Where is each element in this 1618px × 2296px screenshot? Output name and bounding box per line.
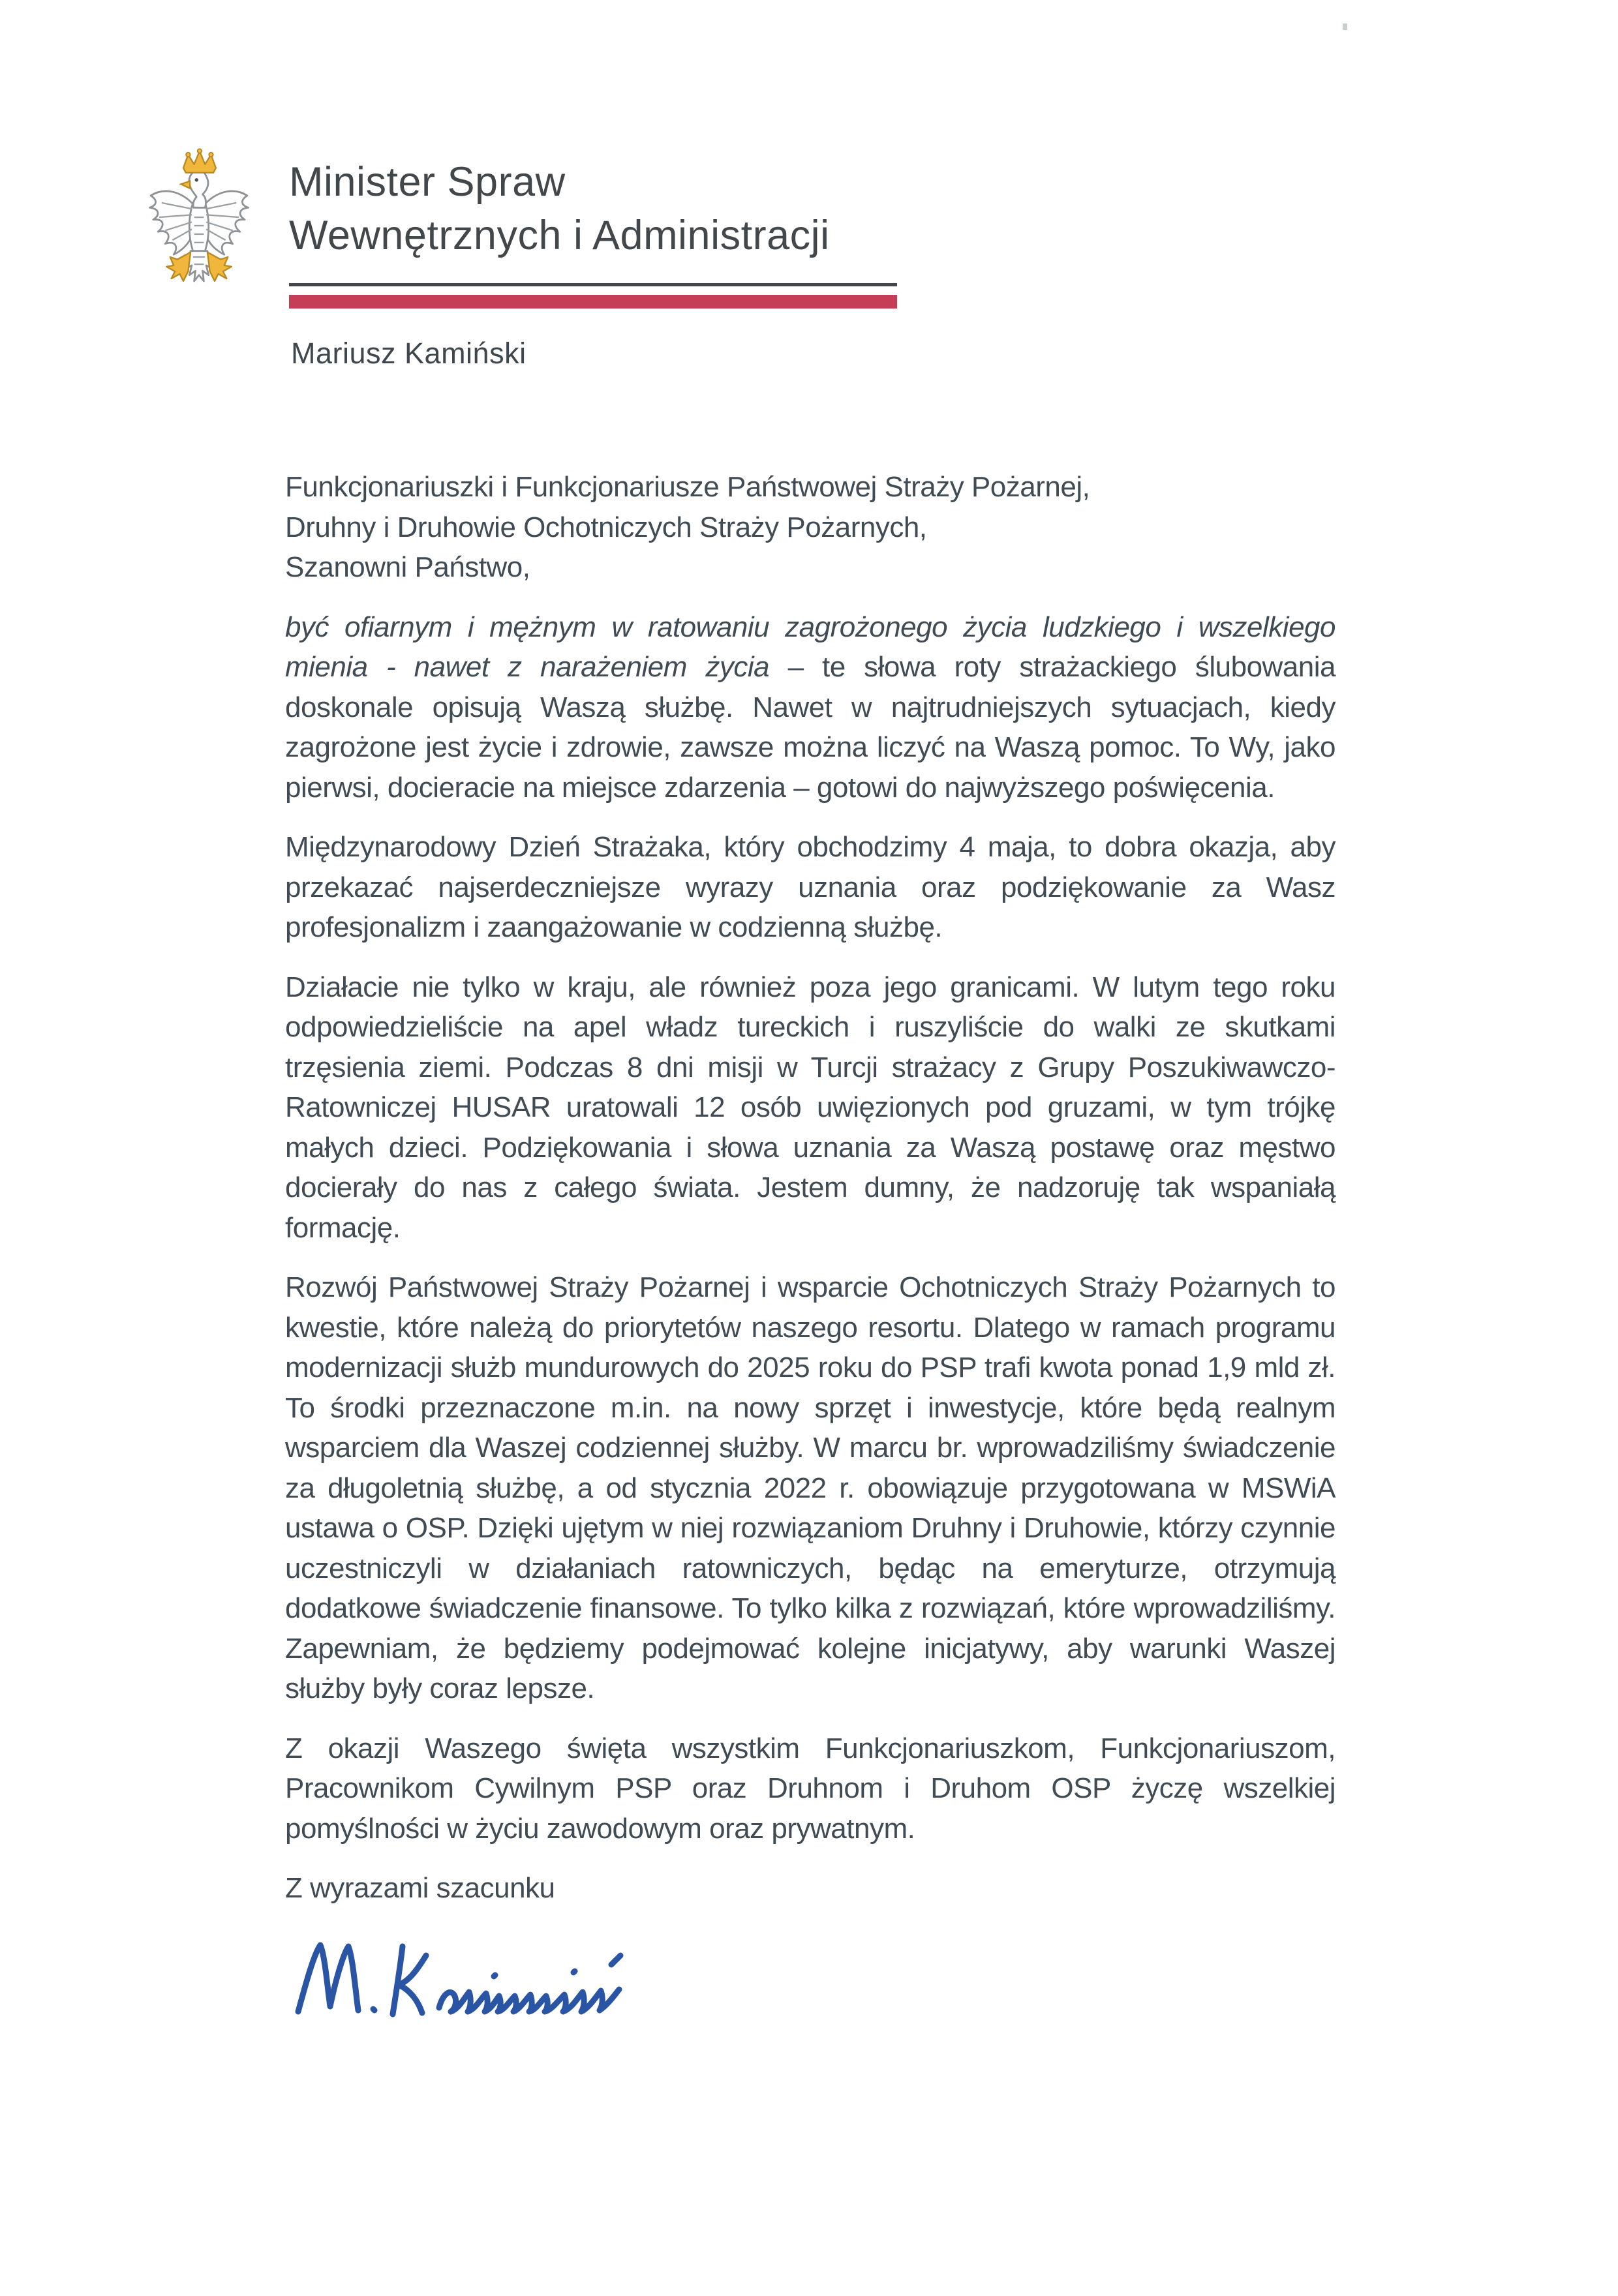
letter-body (285, 467, 1336, 2043)
ministry-title-line2: Wewnętrznych i Administracji (289, 213, 830, 258)
salutation (285, 467, 1336, 588)
paragraph-wishes: Z okazji Waszego święta wszystkim Funkcjonariuszkom, Funkcjonariuszom, Pracownikom Cywilnym PSP oraz Druhnom i Druhom OSP życzę wszelkiej pomyślności w życiu zawodowym oraz prywatnym. (285, 1732, 1336, 1845)
paragraph-oath (285, 607, 1336, 808)
paragraph-modernization: Rozwój Państwowej Straży Pożarnej i wsparcie Ochotniczych Straży Pożarnych to kwestie, które należą do priorytetów naszego resortu. Dlatego w ramach programu modernizacji służb mundurowych do 2025 roku do PSP trafi kwota ponad 1,9 mld zł. To środki przeznaczone m.in. na nowy sprzęt i inwestycje, które będą realnym wsparciem dla Waszej codziennej służby. W marcu br. wprowadziliśmy świadczenie za długoletnią służbę, a od stycznia 2022 r. obowiązuje przygotowana w MSWiA ustawa o OSP. Dzięki ujętym w niej rozwiązaniom Druhny i Druhowie, którzy czynnie uczestniczyli w działaniach ratowniczych, będąc na emeryturze, otrzymują dodatkowe świadczenie finansowe. To tylko kilka z rozwiązań, które wprowadziliśmy. Zapewniam, że będziemy podejmować kolejne inicjatywy, aby warunki Waszej służby były coraz lepsze. (285, 1271, 1336, 1704)
minister-name: Mariusz Kamiński (291, 337, 527, 370)
ministry-title (289, 155, 830, 262)
handwritten-signature (288, 1928, 666, 2032)
separator-dark-line (289, 283, 897, 286)
paragraph-firefighters-day: Międzynarodowy Dzień Strażaka, który obchodzimy 4 maja, to dobra okazja, aby przekazać najserdeczniejsze wyrazy uznania oraz podziękowanie za Wasz profesjonalizm i zaangażowanie w codzienną służbę. (285, 831, 1336, 943)
separator-red-bar (289, 295, 897, 309)
eagle-icon (134, 147, 264, 304)
salutation-line: Druhny i Druhowie Ochotniczych Straży Pożarnych, (285, 511, 927, 543)
salutation-line: Szanowni Państwo, (285, 551, 530, 583)
signature-block (288, 1928, 1336, 2044)
paragraph-turkey-mission: Działacie nie tylko w kraju, ale również poza jego granicami. W lutym tego roku odpowiedzieliście na apel władz tureckich i ruszyliście do walki ze skutkami trzęsienia ziemi. Podczas 8 dni misji w Turcji strażacy z Grupy Poszukiwawczo-Ratowniczej HUSAR uratowali 12 osób uwięzionych pod gruzami, w tym trójkę małych dzieci. Podziękowania i słowa uznania za Waszą postawę oraz męstwo docierały do nas z całego świata. Jestem dumny, że nadzoruję tak wspaniałą formację. (285, 971, 1336, 1244)
oath-quote-italic: być ofiarnym i mężnym w ratowaniu zagrożonego życia ludzkiego i wszelkiego mienia - nawet z narażeniem życia (285, 611, 1336, 683)
ministry-title-line1: Minister Spraw (289, 159, 566, 205)
scan-artifact-speck (1343, 23, 1347, 30)
polish-eagle-emblem (134, 147, 264, 304)
closing-line: Z wyrazami szacunku (285, 1872, 555, 1904)
oath-paragraph-rest: – te słowa roty strażackiego ślubowania doskonale opisują Waszą służbę. Nawet w najtrudniejszych sytuacjach, kiedy zagrożone jest życie i zdrowie, zawsze można liczyć na Waszą pomoc. To Wy, jako pierwsi, docieracie na miejsce zdarzenia – gotowi do najwyższego poświęcenia. (285, 651, 1336, 804)
salutation-line: Funkcjonariuszki i Funkcjonariusze Państwowej Straży Pożarnej, (285, 471, 1090, 503)
